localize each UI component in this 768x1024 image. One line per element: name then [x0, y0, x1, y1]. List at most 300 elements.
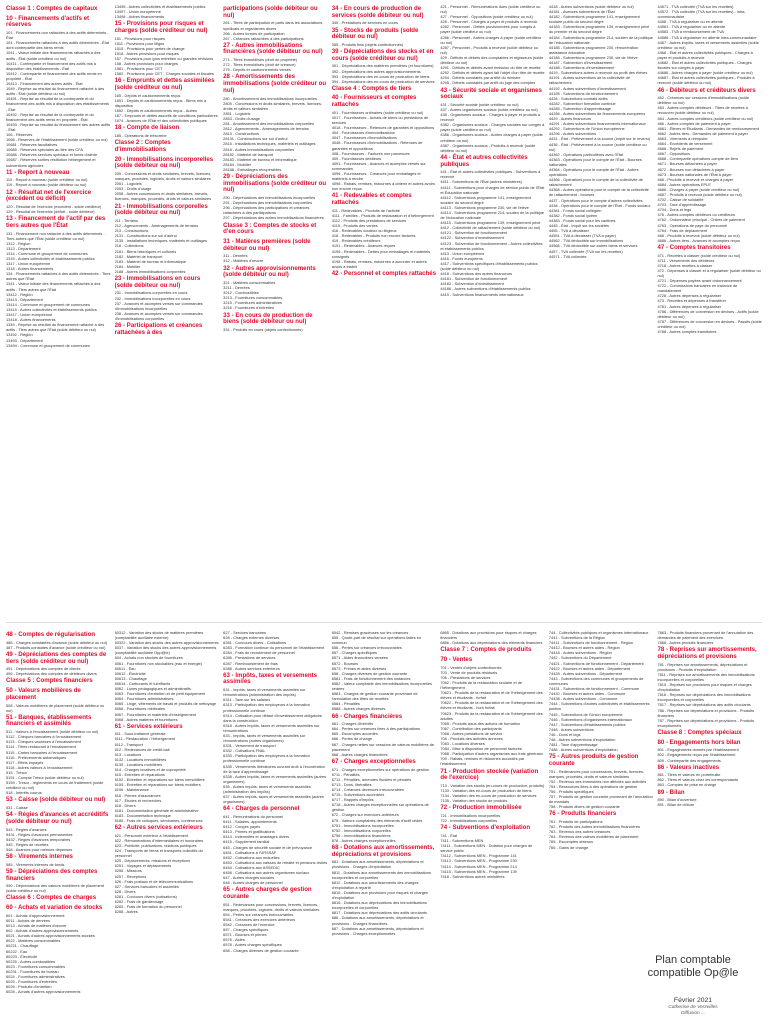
account-entry: 44181 - Subvention de fonctionnement	[440, 276, 508, 282]
account-entry: 205 - Concessions et droits similaires, brevets, licences, marques, procédés, logiciels, droits et valeurs similaires	[114, 171, 212, 182]
account-class-heading: 68 - Dotations aux amortissements, dépréciations et provisions	[331, 843, 435, 858]
account-entry: 706 - Prestations de services	[440, 674, 491, 680]
account-entry: 786 - Reprises sur dépréciations et provisions - Produits financiers	[657, 707, 755, 718]
account-entry: 44368 - Autres opérations pour le compte de la collectivité de rattachement - bourses	[548, 187, 649, 198]
account-class-heading: participations (solde débiteur ou nul)	[223, 5, 318, 19]
account-entry: 6257 - Réceptions	[114, 873, 147, 879]
account-entry: 7488 - Autres subventions d'exploitation	[548, 747, 618, 753]
account-entry: 44113 - Subventions programme 230, vie de l'élève	[440, 204, 529, 210]
account-entry: 5118 - Autres valeurs à l'encaissement	[6, 764, 73, 770]
account-entry: 4112 - Produits des prestations de services	[331, 217, 407, 223]
account-entry: 765 - Escomptes obtenus	[548, 839, 594, 845]
account-entry: 44192 - Autres subventions d'investissement	[548, 85, 626, 91]
account-entry: 4468 - État et autres collectivités publiques - Charges à payer et produits à recevoir	[657, 49, 753, 60]
account-entry: 1349 - Reprise au résultat du financement rattaché à des actifs - Tiers autres que l'État (solde débiteur ou nul)	[6, 322, 105, 333]
account-entry: 4413 - Union européenne	[440, 250, 485, 256]
account-entry: 7067 - Contribution des participants	[440, 725, 502, 731]
account-entry: 6582 - Valeur comptable des immobilisations incorporelles cédées	[331, 680, 433, 692]
account-entry: 4111 - Familles - Produits de restauration et d'hébergement	[331, 212, 434, 218]
account-entry: 4291 - Déficits et débets avant émission du titre de recette	[440, 65, 541, 71]
account-entry: 104 - Financements rattachés à des actifs déterminés - État dont contrepartie des biens remis	[6, 40, 109, 51]
account-entry: 60322 - Variation des stocks des autres approvisionnements	[114, 640, 219, 646]
account-entry: 28183 - Matériel de bureau et informatique	[223, 156, 297, 162]
account-entry: 655 - Quote-part de résultat sur opérations faites en commun	[331, 635, 422, 646]
account-entry: 311 - Denrées	[223, 253, 248, 259]
account-entry: 291 - Dépréciations des immobilisations corporelles	[223, 200, 313, 206]
account-entry: 1315 - Autres collectivités et établissements publics	[6, 256, 95, 261]
account-entry: 7084 - Mise à disposition de personnel facturée	[440, 746, 523, 752]
account-class-heading: 51 - Banques, établissements financiers et assimilés	[6, 713, 92, 728]
account-entry: 7444 - Subventions d'autres collectivités et établissements publics	[548, 701, 650, 712]
account-entry: 1068 - Réserves de l'établissement (solde créditeur ou nul)	[6, 137, 108, 143]
account-entry: 4017 - Fournisseurs - Achats de biens ou prestations de services	[331, 114, 429, 126]
account-entry: 545 - Régies de recettes	[6, 841, 49, 847]
account-entry: 2053 - Droits d'usage	[114, 186, 152, 192]
account-entry: 74422 - Bourses et autres aides - Département	[548, 665, 630, 671]
account-entry: 625 - Déplacements, missions et réceptions	[114, 858, 191, 864]
account-entry: 6061 - Fournitures non stockables (eau et énergie)	[114, 660, 202, 666]
account-entry: 656 - Pertes sur créances irrécouvrables	[331, 645, 402, 651]
account-entry: 809 - Contrepartie des engagements	[657, 757, 721, 763]
account-entry: 722 - Immobilisations corporelles	[440, 818, 498, 824]
account-entry: 4091 - Fournisseurs - Avances et acomptes versés sur commandes	[331, 160, 426, 171]
account-class-heading: 48 - Comptes de régularisation	[6, 631, 96, 638]
account-entry: 106 - Réserves	[6, 131, 33, 137]
account-entry: 4096 - Fournisseurs - Créances pour emballages et matériels à rendre	[331, 171, 421, 182]
account-entry: 4048 - Fournisseurs d'immobilisations - Retenues de garanties et oppositions	[331, 140, 423, 151]
account-entry: 6185 - Frais de colloques, séminaires, conférences	[114, 817, 203, 823]
account-class-heading: 46 - Débiteurs et créditeurs divers	[657, 86, 756, 94]
account-entry: 543 - Régies d'avances	[6, 826, 47, 832]
account-entry: 585 - Virements internes de fonds	[6, 861, 65, 867]
account-entry: 613 - Locations	[114, 751, 142, 757]
account-class-heading: 40 - Fournisseurs et comptes rattachés	[331, 94, 417, 109]
account-class-heading: 31 - Matières premières (solde débiteur ou nul)	[223, 237, 311, 252]
account-entry: 6588 - Autres charges diverses	[331, 706, 386, 712]
account-entry: 28182 - Matériel de transport	[223, 151, 274, 157]
account-entry: 60221 - Chauffage	[6, 943, 39, 949]
account-class-heading: 41 - Redevables et comptes rattachés	[331, 192, 412, 207]
account-entry: 129 - Résultat de l'exercice (déficit - solde débiteur)	[6, 209, 95, 215]
account-entry: 6332 - Cotisations FNAL	[223, 748, 266, 754]
account-entry: 744 - Collectivités publiques et organismes internationaux	[548, 630, 649, 635]
account-entry: 496 - Dépréciations des comptes de débiteurs divers	[6, 671, 97, 677]
account-entry: 2131 - Constructions sur sol d'autrui	[114, 233, 177, 239]
account-entry: 515 - Trésor	[6, 769, 27, 775]
account-entry: 10411 - Contrepartie et financement des actifs mis à disposition des établissements - État	[6, 60, 96, 71]
account-entry: 2812 - Agencements - Aménagements de terrains	[223, 126, 309, 132]
account-entry: 134 - Financements rattachés à des actifs déterminés - Tiers autres que l'État	[6, 271, 111, 282]
account-entry: 611 - Sous-traitance générale	[114, 731, 166, 737]
account-class-heading: Classe 7 : Comptes de produits	[440, 646, 532, 654]
account-entry: 763 - Revenus des autres créances	[548, 829, 611, 835]
account-entry: 312 - Matières d'œuvre	[223, 258, 264, 264]
account-entry: 44362 - Opérations particulières avec l'État	[548, 151, 624, 157]
account-entry: 4721 - Dépenses payées avant ordonnancement	[657, 278, 742, 284]
account-entry: 6866 - Dotations aux dépréciations des éléments financiers	[440, 640, 543, 646]
account-entry: 647 - Autres charges sociales	[223, 875, 275, 881]
account-class-heading: 47 - Comptes transitoires	[657, 243, 731, 251]
account-entry: 44184 - Subventions programme 214, soutien de la politique de l'éducation nationale	[548, 34, 653, 45]
account-entry: 28188 - Emballages récupérables	[223, 166, 282, 172]
account-class-heading: Classe 2 : Comptes d'immobilisations	[114, 139, 171, 153]
account-entry: 709 - Rabais, remises et ristournes accordés par l'établissement	[440, 756, 525, 767]
account-entry: 1341 - Valeur initiale des financements rattachés à des actifs - Tiers autres que l'État	[6, 281, 101, 292]
account-entry: 6542 - Créances de l'exercice	[223, 922, 275, 928]
account-entry: 6026 - Produits d'entretien	[6, 984, 52, 990]
account-entry: 3212 - Combustibles	[223, 290, 259, 296]
account-entry: 4018 - Fournisseurs - Retenues de garanties et oppositions	[331, 125, 435, 131]
account-entry: 7447 - Subventions d'établissements publics	[548, 721, 626, 727]
account-entry: 271 - Titres immobilisés (droit de propriété)	[223, 57, 298, 63]
account-class-heading: 32 - Autres approvisionnements (solde débiteur ou nul)	[223, 264, 316, 279]
account-column	[223, 630, 328, 1020]
account-entry: 4467 - Autres impôts, taxes et versements assimilés (solde créditeur ou nul)	[657, 39, 759, 50]
account-entry: 1317 - Union européenne	[6, 261, 51, 267]
account-class-heading: 29 - Dépréciations des immobilisations (solde créditeur ou nul)	[223, 172, 327, 194]
account-entry: 4429 - Autres financeurs	[548, 116, 592, 122]
account-class-heading: 71 - Production stockée (variation de l'exercice)	[440, 767, 539, 782]
account-entry: 13412 - Région	[6, 291, 33, 297]
account-entry: 648 - Autres charges de personnel	[223, 880, 283, 886]
account-entry: 754 - Ressources liées à des opérations de gestion	[548, 783, 638, 789]
account-entry: 6454 - Cotisations aux ASSEDIC	[223, 864, 280, 870]
account-entry: 44122 - Subvention d'investissement	[440, 235, 504, 241]
account-class-heading: Classe 1 : Comptes de capitaux	[6, 5, 98, 12]
account-entry: 7134 - Variation des en-cours de production de services	[440, 793, 537, 799]
account-entry: 10686 - Réserves services spéciaux et fonds d'alerte	[6, 152, 98, 158]
account-class-heading: 49 - Dépréciations des comptes de tiers (solde créditeur ou nul)	[6, 650, 107, 665]
account-entry: 167 - Emprunts et dettes assortis de conditions particulières	[114, 113, 218, 119]
account-entry: 6572 - Bourses	[331, 660, 359, 666]
account-entry: 4295 - Débets constatés par arrêt du juge des comptes	[440, 80, 536, 86]
account-entry: 6251 - Voyages et déplacements	[114, 863, 172, 869]
account-entry: 2051 - Logiciels	[114, 181, 142, 187]
account-entry: 427 - Personnel - Oppositions (solde créditeur ou nul)	[440, 14, 533, 20]
account-class-heading: 11 - Report à nouveau	[6, 168, 70, 176]
account-entry: 2184 - Mobilier	[114, 263, 141, 269]
account-entry: 741 - État	[440, 832, 458, 838]
account-entry: 272 - Titres immobilisés (droit de créance)	[223, 62, 296, 68]
account-entry: 44562 - TVA déductible sur immobilisations	[548, 238, 624, 244]
account-entry: 491 - Dépréciations des comptes de clients	[6, 666, 81, 672]
account-entry: 6025 - Fournitures d'entretien	[6, 979, 57, 985]
account-entry: 10681 - Réserves facultatives	[6, 142, 58, 148]
account-entry: 6284 - Frais de recrutement de personnel	[223, 650, 295, 656]
account-entry: 4428 - Subventions contrats aidés	[548, 95, 608, 101]
account-entry: 464 - Autres comptes créditeurs (solde créditeur ou nul)	[657, 115, 754, 121]
account-entry: 6156 - Maintenance	[114, 787, 149, 793]
account-entry: 476 - Autres comptes débiteurs ou créditeurs	[657, 212, 735, 218]
account-entry: 6181 - Documentation générale et administrative	[114, 807, 199, 813]
account-class-heading: 42 - Personnel et comptes rattachés	[331, 269, 437, 277]
account-entry: 218 - Collections	[114, 243, 144, 249]
account-entry: 4287 - Personnel - Produits à recevoir (solde débiteur ou nul)	[440, 44, 539, 55]
account-entry: 44687 - État et autres collectivités publiques - Produits à recevoir (solde débiteur ou nul)	[657, 75, 755, 86]
account-entry: 7133 - Variation des en-cours de production de biens	[440, 788, 532, 794]
account-entry: 2135 - Installations techniques, matériels et outillages	[114, 238, 207, 244]
account-entry: 7443 - Subventions des communes et groupements de communes	[548, 675, 644, 686]
account-entry: 486 - Charges constatées d'avance (solde débiteur ou nul)	[6, 639, 107, 645]
account-class-heading: Classe 6 : Comptes de charges	[6, 894, 97, 902]
account-entry: 1314 - Commune et groupement de communes	[6, 250, 88, 256]
account-entry: 657 - Charges spécifiques	[223, 927, 269, 933]
account-entry: 3213 - Fournitures consommables	[223, 295, 283, 301]
account-entry: 6282 - Frais de gardiennage	[114, 899, 164, 904]
account-entry: 531 - Caisse	[6, 805, 28, 811]
account-entry: 4282 - Personnel - Dettes provisionnées pour congés à payer (solde créditeur ou nul)	[440, 24, 536, 35]
account-entry: 6542 - Remises gracieuses sur les créances	[331, 630, 409, 635]
account-entry: 44195 - Subventions de fonctionnement	[548, 90, 618, 96]
account-entry: 758 - Produits divers de gestion courante	[548, 804, 620, 810]
account-entry: 672 - Charges sur exercices antérieurs	[331, 812, 399, 818]
account-entry: 44291 - Autres subventions financements internationaux	[548, 121, 646, 127]
account-entry: 321 - Matières consommables	[223, 279, 276, 285]
account-entry: 602 - Achats d'autres approvisionnements	[6, 928, 79, 934]
account-entry: 13494 - Commune et groupement de communes	[6, 342, 90, 348]
account-entry: 4191 - Redevables - Avances reçues	[331, 243, 396, 249]
account-entry: 28131 - Constructions sur sol d'autrui	[223, 136, 288, 142]
account-entry: 421 - Personnel - Rémunérations dues (solde créditeur ou nul)	[440, 4, 541, 15]
account-entry: 471 - Recettes à classer (solde créditeur ou nul)	[657, 252, 741, 258]
account-entry: 60312 - Variation des stocks de matières premières (comptabilité auxiliaire externe)	[114, 630, 204, 641]
account-column	[332, 4, 437, 618]
account-class-heading: 35 - Stocks de produits (solde débiteur ou nul)	[331, 26, 419, 41]
account-entry: 1582 - Provisions pour CET - Charges sociales et fiscales	[114, 71, 214, 77]
account-entry: 1652 - Dépôts et cautionnements reçus - Autres	[114, 108, 197, 114]
account-entry: 4047 - Fournisseurs d'immobilisations	[331, 135, 397, 141]
account-entry: 6065 - Linge, vêtements de travail et produits de nettoyage	[114, 701, 217, 707]
account-entry: 4445 - État - Impôt sur les sociétés	[548, 223, 610, 229]
account-entry: 70623 - Produits de la restauration et de l'hébergement des adultes	[440, 710, 543, 721]
account-class-heading: 34 - En cours de production de services (solde débiteur ou nul)	[331, 5, 424, 19]
account-column	[657, 4, 762, 618]
account-class-heading: 72 - Production immobilisée	[440, 804, 522, 812]
account-entry: 4763 - Opérations de paye du personnel	[657, 222, 728, 228]
account-entry: 74114 - Subventions MEN - Programme 214	[440, 863, 517, 869]
account-class-heading: 76 - Produits financiers	[548, 810, 617, 818]
account-entry: 6865 - Dotations aux provisions pour risques et charges financiers	[440, 630, 537, 641]
account-entry: 626 - Frais postaux et de télécommunications	[114, 878, 194, 884]
account-entry: 6064 - Fournitures administratives	[114, 696, 174, 702]
account-entry: 44286 - Autres subventions de financements européens	[548, 110, 646, 116]
account-entry: 721 - Immobilisations incorporelles	[440, 813, 501, 819]
account-entry: 74418 - Autres subventions - Région	[548, 650, 612, 656]
account-entry: 165 - Dépôts et cautionnements reçus	[114, 92, 181, 98]
account-entry: 631 - Impôts, taxes et versements assimilés sur rémunérations (administration des impôts)	[223, 687, 306, 698]
account-entry: 1511 - Provisions pour litiges	[114, 40, 165, 46]
account-entry: 401 - Fournisseurs ordinaires (solde créditeur ou nul)	[331, 109, 424, 115]
account-entry: 6453 - Cotisations aux caisses de retraite et pensions civiles	[223, 859, 328, 865]
account-entry: 44381 - Fonds social collégien	[548, 207, 602, 213]
account-class-heading: 64 - Charges de personnel	[223, 805, 300, 813]
account-entry: 6578 - Autres charges spécifiques	[223, 942, 282, 948]
account-class-heading: 33 - En cours de production de biens (solde débiteur ou nul)	[223, 311, 313, 326]
account-entry: 4673 - Bourses nationales de l'État à payer	[657, 171, 732, 177]
account-entry: 686 - Dotations aux amortissements, dépréciations et provisions - Charges financières	[331, 915, 424, 926]
account-entry: 1651 - Dépôts et cautionnements reçus - Biens mis à disposition	[114, 97, 207, 109]
account-class-heading: 54 - Régies d'avances et accréditifs (solde débiteur ou nul)	[6, 811, 109, 825]
account-entry: 74112 - Subventions MEN - Programme 141	[440, 853, 517, 859]
account-entry: 4292 - Déficits et débets ayant fait l'objet d'un titre de recette	[440, 70, 545, 76]
account-entry: 2853 - Droits d'usage	[223, 115, 261, 121]
account-entry: 748 - Autres subventions d'exploitation	[548, 736, 616, 742]
account-entry: 7816 - Reprises sur dépréciations des immobilisations incorporelles et corporelles	[657, 692, 751, 703]
account-entry: 60223 - Électricité	[6, 953, 38, 959]
account-entry: 548 - Avances pour menues dépenses	[6, 846, 73, 852]
account-entry: 623 - Publicité, publications, relations publiques	[114, 842, 197, 848]
account-class-heading: 23 - Immobilisations en cours (solde débiteur ou nul)	[114, 275, 201, 289]
account-entry: 752 - Revenus des immeubles non affectés aux activités	[548, 778, 647, 784]
account-entry: 4438 - Opérations pour le compte de l'État - Fonds sociaux	[548, 202, 651, 208]
document-footer	[624, 940, 762, 1024]
account-entry: 4703 - Taxe d'apprentissage	[657, 202, 707, 208]
account-entry: 44282 - Subvention formation continue	[548, 100, 616, 106]
account-entry: 296 - Dépréciations des participations et créances rattachées à des participations	[223, 205, 310, 216]
account-entry: 74428 - Autres subventions - Département	[548, 670, 622, 676]
account-entry: 6583 - Charges de gestion courante provenant de l'annulation des titres de recettes	[331, 691, 418, 702]
account-entry: 890 - Bilan d'ouverture	[657, 797, 697, 803]
account-entry: 441 - État et autres collectivités publiques - Subventions à recevoir	[440, 169, 541, 180]
account-entry: 44111 - Subventions pour charges de service public de l'État et Éducation nationale	[440, 184, 545, 195]
account-entry: 6288 - Autres	[114, 909, 138, 915]
account-entry: 2813 - Constructions	[223, 131, 260, 137]
account-entry: 3216 - Fournitures d'entretien	[223, 305, 275, 311]
account-entry: 10687 - Réserves sorties restitution hébergement et subventions agricoles	[6, 157, 96, 168]
section-divider	[6, 622, 762, 623]
account-entry: 6288 - Autres services extérieurs	[223, 665, 280, 671]
account-entry: 787 - Reprises sur dépréciations et provisions - Produits exceptionnels	[657, 717, 755, 728]
account-entry: 5159 - Trésor - règlements en cours de traitement (solde créditeur ou nul)	[6, 780, 104, 791]
account-entry: 862 - Titres et valeurs chez les correspondants	[657, 777, 739, 783]
account-entry: 185 - Opérations de trésorerie	[114, 133, 167, 139]
account-entry: 6068 - Autres matières et fournitures	[114, 716, 178, 722]
account-entry: 4196 - Redevables - Dettes pour emballages et matériels consignés	[331, 248, 431, 259]
account-entry: 761 - Produits de participations	[548, 819, 603, 825]
account-entry: 667 - Charges nettes sur cessions de valeurs mobilières de placement	[331, 741, 435, 752]
account-entry: 4198 - Rabais, remises, ristournes à accorder et autres avoirs à établir	[331, 258, 427, 269]
account-entry: 6333 - Participation des employeurs à la formation professionnelle continue	[223, 753, 310, 764]
account-entry: 10493 - Reprise au résultat du financement des autres actifs - État	[6, 121, 111, 132]
account-entry: 6112 - Transport	[114, 741, 143, 747]
account-entry: 6013 - Achats de matières d'œuvre	[6, 923, 67, 929]
account-entry: 6135 - Locations mobilières	[114, 761, 163, 767]
account-entry: 231 - Immobilisations corporelles en cours	[114, 290, 188, 296]
account-entry: 74431 - Subventions de fonctionnement - Commune	[548, 686, 640, 692]
account-entry: 622 - Rémunérations d'intermédiaires et honoraires	[114, 837, 204, 843]
account-entry: 511 - Valeurs à l'encaissement (solde débiteur ou nul)	[6, 729, 99, 735]
account-entry: 101 - Financements non rattachés à des actifs déterminés - État	[6, 30, 109, 41]
account-class-heading: 16 - Emprunts et dettes assimilées (solde créditeur ou nul)	[114, 77, 215, 92]
account-entry: 44363 - Opérations pour le compte de l'État - Bourses nationales	[548, 156, 642, 167]
account-entry: 157 - Provisions pour gros entretien ou grandes révisions	[114, 56, 214, 62]
account-entry: 60222 - Eau	[6, 948, 28, 954]
account-entry: 6152 - Entretien et réparations sur biens immobiliers	[114, 777, 205, 783]
account-entry: 4419 - Subventions autres à recevoir au profit des élèves	[548, 70, 648, 76]
account-entry: 6413 - Primes et gratifications	[223, 829, 275, 835]
account-entry: 6281 - Concours divers (cotisations)	[114, 893, 177, 899]
account-entry: 437 - Autres organismes sociaux (solde créditeur ou nul)	[440, 107, 538, 112]
account-entry: 44383 - Fonds social pour les cantines	[548, 217, 616, 223]
account-entry: 74411 - Subventions de fonctionnement - Région	[548, 640, 634, 646]
account-entry: 473 - Recettes et dépenses à transférer	[657, 298, 727, 304]
account-entry: 4764 - Frais de déplacement	[657, 227, 707, 233]
account-entry: 1318 - Autres financements	[6, 266, 54, 272]
account-entry: 6756 - Immobilisations financières	[331, 832, 391, 838]
account-entry: 2181 - Biens historiques et culturels	[114, 248, 177, 254]
account-entry: 120 - Résultat de l'exercice (excédent - solde créditeur)	[6, 203, 102, 209]
account-entry: 74113 - Subventions MEN - Programme 230	[440, 858, 517, 864]
account-entry: 4115 - Produits des ventes	[331, 223, 378, 229]
account-entry: 6037 - Variation des stocks des autres approvisionnements (comptabilité auxiliaire Opp@le)	[114, 645, 217, 656]
account-entry: 781 - Reprises sur amortissements, dépréciations et provisions - Produits d'exploitation	[657, 661, 748, 672]
account-entry: 487 - Produits constatés d'avance (solde créditeur ou nul)	[6, 644, 106, 650]
account-column	[549, 4, 654, 618]
account-entry: 4786 - Différences de conversion en devises - Actifs (solde débiteur ou nul)	[657, 308, 759, 319]
account-entry: 658 - Charges diverses de gestion courante	[223, 947, 299, 953]
account-entry: 6816 - Dotations aux dépréciations des immobilisations incorporelles et corporelles	[331, 900, 427, 911]
account-entry: 60614 - Carburants et lubrifiants	[114, 680, 171, 686]
account-entry: 5114 - Titres restaurant à l'encaissement	[6, 744, 76, 750]
account-entry: 7448 - Autres subventions	[548, 726, 594, 732]
account-class-heading: 43 - Sécurité sociale et organismes sociaux	[440, 86, 542, 101]
account-entry: 4386 - Organismes sociaux - Autres charges à payer (solde créditeur ou nul)	[440, 132, 543, 143]
account-entry: 4666 - Rejets de paiement	[657, 146, 704, 152]
account-entry: 6573 - Primes et aides diverses	[331, 665, 387, 671]
account-entry: 628 - Divers	[114, 888, 136, 894]
account-class-heading: 63 - Impôts, taxes et versements assimilés	[223, 671, 317, 686]
account-class-heading: 80 - Engagements hors bilan	[657, 738, 741, 746]
account-entry: 4671 - Bourses détachées à payer	[657, 161, 717, 167]
account-entry: 6571 - Bourses et primes	[223, 932, 267, 938]
account-entry: 74115 - Subventions MEN - Programme 139	[440, 868, 517, 874]
account-class-heading: 10 - Financements d'actifs et réserves	[6, 14, 90, 29]
account-entry: 703 - Vente de produits résiduels	[440, 669, 498, 675]
account-entry: 654 - Pertes sur créances irrécouvrables	[223, 911, 294, 917]
account-entry: 6751 - Immobilisations incorporelles	[331, 822, 394, 828]
account-entry: 757 - Produits de gestion courante provenant de l'annulation de mandats	[548, 794, 653, 805]
account-entry: 6712 - Pénalités, amendes fiscales et pénales	[331, 776, 412, 782]
account-entry: 861 - Titres et valeurs en portefeuille	[657, 772, 721, 778]
account-entry: 7418 - Subventions autres ministères	[440, 873, 505, 879]
account-entry: 802 - Engagements reçus par l'établissement	[657, 752, 736, 758]
account-entry: 60231 - Fournitures de bureau	[6, 968, 59, 974]
account-entry: 13415 - Autres collectivités et établissements publics	[6, 306, 97, 312]
account-entry: 7446 - Subventions d'organismes internationaux	[548, 716, 633, 722]
account-entry: 614 - Charges locatives et de copropriété	[114, 767, 186, 773]
account-entry: 466 - Autres comptes de paiement à payer	[657, 120, 731, 126]
account-entry: 438 - Organismes sociaux - Charges à payer et produits à recevoir	[440, 112, 541, 123]
account-entry: 44185 - Subventions programme 230, rémunération assistance éducative	[548, 44, 639, 55]
account-class-heading: 78 - Reprises sur amortissements, dépréciations et provisions	[657, 646, 757, 660]
account-entry: 411 - Redevables - Produits de l'activité	[331, 207, 400, 213]
account-entry: 6286 - Prestations de services	[223, 655, 276, 661]
account-entry: 4672 - Bourses non détachées à payer	[657, 166, 725, 172]
account-entry: 7815 - Reprises sur provisions pour risques et charges d'exploitation	[657, 682, 752, 693]
account-entry: 44123 - Subvention de fonctionnement - Autres collectivités et établissements publics	[440, 240, 543, 251]
account-entry: 6155 - Entretien et réparations sur biens mobiliers	[114, 782, 201, 788]
account-entry: 404 - Fournisseurs d'immobilisations	[331, 130, 395, 136]
account-entry: 7411 - Subventions MEN	[440, 838, 484, 844]
account-entry: 5115 - Cartes bancaires à l'encaissement	[6, 749, 78, 755]
account-entry: 44181 - Avances subventions de l'État	[548, 9, 615, 15]
account-entry: 7068 - Autres prestations de service	[440, 730, 503, 736]
account-entry: 280 - Amortissement des immobilisations incorporelles	[223, 95, 318, 101]
account-entry: 281 - Amortissement des immobilisations corporelles	[223, 121, 314, 127]
plan-author-line-1: Catherine de Verzeilles	[668, 1005, 718, 1010]
account-entry: 4787 - Différences de conversion en devises - Passifs (solde créditeur ou nul)	[657, 318, 762, 329]
account-entry: 4387 - Organismes sociaux - Produits à recevoir (solde débiteur ou nul)	[440, 142, 536, 153]
